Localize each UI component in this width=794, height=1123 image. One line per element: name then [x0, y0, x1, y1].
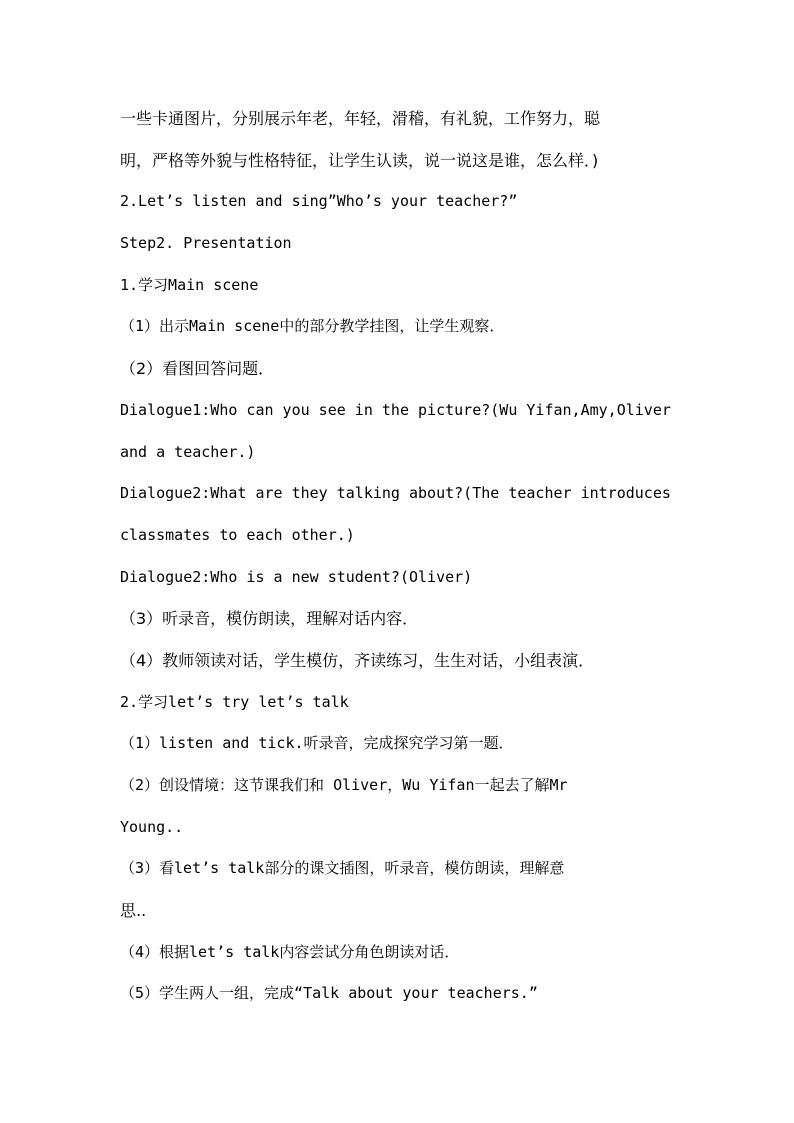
text-line: Young..	[120, 817, 184, 836]
text-line: （4）根据let’s talk内容尝试分角色朗读对话．	[120, 942, 460, 961]
text-line: （3）看let’s talk部分的课文插图，听录音，模仿朗读，理解意	[120, 859, 565, 878]
document-body	[120, 98, 680, 1015]
text-line: （3）听录音，模仿朗读，理解对话内容．	[120, 609, 419, 629]
section-heading: Step2. Presentation	[120, 234, 292, 253]
text-line: and a teacher.)	[120, 442, 256, 461]
text-line: （5）学生两人一组，完成“Talk about your teachers.”	[120, 984, 538, 1003]
text-line: Dialogue2:Who is a new student?(Oliver)	[120, 567, 473, 586]
text-line: 2.Let’s listen and sing”Who’s your teacher?”	[120, 192, 518, 211]
text-line: 思..	[120, 901, 147, 921]
text-line: （2）看图回答问题．	[120, 359, 275, 379]
subsection-heading: 1.学习Main scene	[120, 275, 259, 294]
text-line: classmates to each other.)	[120, 525, 355, 544]
text-line: （2）创设情境：这节课我们和 Oliver，Wu Yifan一起去了解Mr	[120, 776, 568, 794]
text-line: Dialogue2:What are they talking about?(The teacher introduces	[120, 484, 671, 503]
text-line: （1）listen and tick.听录音，完成探究学习第一题．	[120, 734, 514, 753]
text-line: Dialogue1:Who can you see in the picture?(Wu Yifan,Amy,Oliver	[120, 400, 671, 419]
text-line: （4）教师领读对话，学生模仿，齐读练习，生生对话，小组表演．	[120, 650, 595, 670]
text-line: 明，严格等外貌与性格特征，让学生认读，说一说这是谁，怎么样．)	[120, 150, 599, 170]
text-line: 一些卡通图片，分别展示年老，年轻，滑稽，有礼貌，工作努力，聪	[120, 109, 601, 128]
text-line: （1）出示Main scene中的部分教学挂图，让学生观察．	[120, 317, 505, 336]
subsection-heading: 2.学习let’s try let’s talk	[120, 692, 349, 711]
